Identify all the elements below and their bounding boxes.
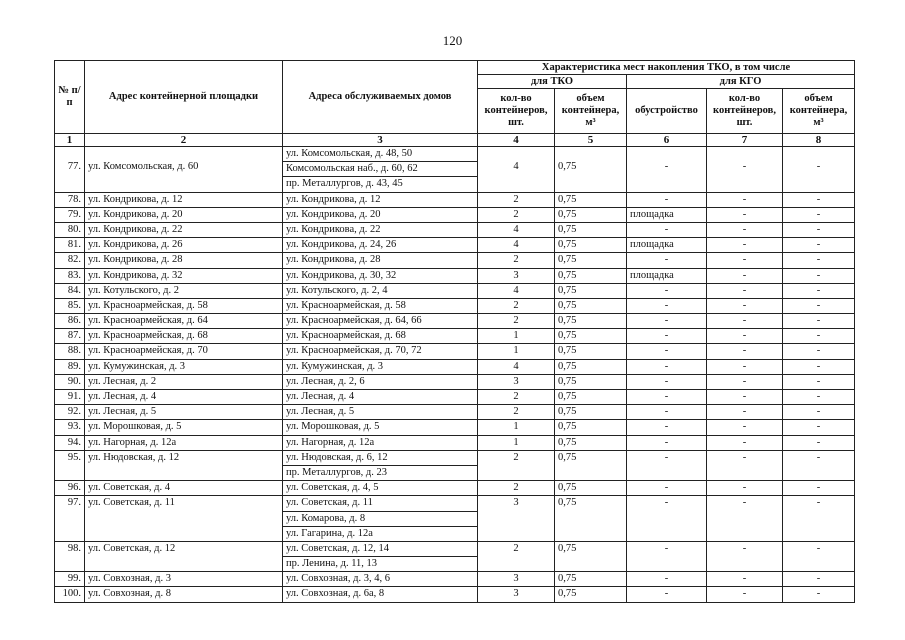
served-houses <box>283 420 478 435</box>
kgo-count: - <box>707 359 783 374</box>
row-number: 89. <box>55 359 85 374</box>
tko-volume: 0,75 <box>555 192 627 207</box>
kgo-count: - <box>707 268 783 283</box>
tko-count: 3 <box>478 587 555 602</box>
house-address: ул. Советская, д. 4, 5 <box>286 482 379 494</box>
kgo-count: - <box>707 192 783 207</box>
table-row <box>55 359 855 374</box>
tko-count: 2 <box>478 390 555 405</box>
tko-volume: 0,75 <box>555 314 627 329</box>
container-sites-table <box>54 60 855 603</box>
kgo-volume: - <box>783 253 855 268</box>
tko-count: 2 <box>478 405 555 420</box>
tko-count: 1 <box>478 329 555 344</box>
kgo-count: - <box>707 298 783 313</box>
table-header <box>55 61 855 147</box>
house-address: ул. Советская, д. 12, 14 <box>283 542 477 557</box>
kgo-equipment: - <box>627 496 707 542</box>
tko-count: 3 <box>478 496 555 542</box>
header-kgo-equipment: обустройство <box>627 89 707 134</box>
row-number: 90. <box>55 374 85 389</box>
served-houses <box>283 268 478 283</box>
column-number: 6 <box>627 134 707 147</box>
tko-count: 2 <box>478 450 555 480</box>
kgo-count: - <box>707 329 783 344</box>
site-address: ул. Советская, д. 12 <box>85 541 283 571</box>
row-number: 82. <box>55 253 85 268</box>
site-address: ул. Красноармейская, д. 70 <box>85 344 283 359</box>
house-address: ул. Котульского, д. 2, 4 <box>286 284 388 296</box>
kgo-equipment: - <box>627 587 707 602</box>
house-address: ул. Красноармейская, д. 64, 66 <box>286 315 422 327</box>
table-row <box>55 374 855 389</box>
column-number: 5 <box>555 134 627 147</box>
table-row <box>55 238 855 253</box>
house-address: ул. Лесная, д. 5 <box>286 406 355 418</box>
header-kgo-count: кол-во контейнеров, шт. <box>707 89 783 134</box>
kgo-equipment: - <box>627 481 707 496</box>
kgo-count: - <box>707 207 783 222</box>
kgo-count: - <box>707 344 783 359</box>
site-address: ул. Лесная, д. 5 <box>85 405 283 420</box>
header-kgo-volume: объем контейнера, м³ <box>783 89 855 134</box>
house-address: ул. Кондрикова, д. 30, 32 <box>286 269 397 281</box>
served-houses <box>283 450 478 480</box>
kgo-volume: - <box>783 405 855 420</box>
kgo-count: - <box>707 390 783 405</box>
served-houses <box>283 374 478 389</box>
site-address: ул. Комсомольская, д. 60 <box>85 147 283 193</box>
header-kgo: для КГО <box>627 75 855 89</box>
kgo-count: - <box>707 496 783 542</box>
house-address: ул. Гагарина, д. 12а <box>286 527 373 539</box>
site-address: ул. Красноармейская, д. 68 <box>85 329 283 344</box>
tko-volume: 0,75 <box>555 435 627 450</box>
kgo-equipment: площадка <box>627 268 707 283</box>
row-number: 79. <box>55 207 85 222</box>
row-number: 86. <box>55 314 85 329</box>
kgo-count: - <box>707 405 783 420</box>
tko-volume: 0,75 <box>555 481 627 496</box>
house-address: ул. Нагорная, д. 12а <box>286 436 375 448</box>
kgo-equipment: - <box>627 541 707 571</box>
tko-count: 2 <box>478 541 555 571</box>
site-address: ул. Совхозная, д. 3 <box>85 572 283 587</box>
site-address: ул. Советская, д. 4 <box>85 481 283 496</box>
kgo-count: - <box>707 283 783 298</box>
table-row <box>55 268 855 283</box>
kgo-volume: - <box>783 450 855 480</box>
house-address: ул. Совхозная, д. 3, 4, 6 <box>286 573 390 585</box>
kgo-volume: - <box>783 481 855 496</box>
row-number: 97. <box>55 496 85 542</box>
served-houses <box>283 329 478 344</box>
tko-volume: 0,75 <box>555 283 627 298</box>
house-address: ул. Кондрикова, д. 22 <box>286 223 381 235</box>
site-address: ул. Совхозная, д. 8 <box>85 587 283 602</box>
tko-volume: 0,75 <box>555 359 627 374</box>
tko-volume: 0,75 <box>555 420 627 435</box>
row-number: 88. <box>55 344 85 359</box>
row-number: 87. <box>55 329 85 344</box>
header-num: № п/п <box>55 61 85 134</box>
kgo-equipment: - <box>627 374 707 389</box>
tko-count: 4 <box>478 222 555 237</box>
tko-count: 1 <box>478 435 555 450</box>
column-number: 8 <box>783 134 855 147</box>
tko-count: 4 <box>478 238 555 253</box>
kgo-equipment: - <box>627 435 707 450</box>
tko-volume: 0,75 <box>555 344 627 359</box>
site-address: ул. Красноармейская, д. 58 <box>85 298 283 313</box>
site-address: ул. Кумужинская, д. 3 <box>85 359 283 374</box>
kgo-volume: - <box>783 283 855 298</box>
row-number: 99. <box>55 572 85 587</box>
served-houses <box>283 298 478 313</box>
column-number: 2 <box>85 134 283 147</box>
served-houses <box>283 222 478 237</box>
tko-volume: 0,75 <box>555 405 627 420</box>
kgo-equipment: - <box>627 253 707 268</box>
served-houses <box>283 359 478 374</box>
house-address: ул. Лесная, д. 2, 6 <box>286 375 365 387</box>
table-row <box>55 344 855 359</box>
table-row <box>55 329 855 344</box>
kgo-count: - <box>707 587 783 602</box>
kgo-volume: - <box>783 147 855 193</box>
row-number: 84. <box>55 283 85 298</box>
kgo-volume: - <box>783 541 855 571</box>
house-address: ул. Кондрикова, д. 24, 26 <box>286 239 397 251</box>
table-row <box>55 147 855 193</box>
table-row <box>55 222 855 237</box>
tko-count: 2 <box>478 314 555 329</box>
house-address: ул. Кондрикова, д. 28 <box>286 254 381 266</box>
kgo-equipment: - <box>627 147 707 193</box>
row-number: 93. <box>55 420 85 435</box>
kgo-volume: - <box>783 435 855 450</box>
table-row <box>55 390 855 405</box>
house-address: пр. Ленина, д. 11, 13 <box>286 558 378 570</box>
row-number: 98. <box>55 541 85 571</box>
kgo-volume: - <box>783 298 855 313</box>
site-address: ул. Лесная, д. 4 <box>85 390 283 405</box>
tko-count: 2 <box>478 192 555 207</box>
site-address: ул. Нюдовская, д. 12 <box>85 450 283 480</box>
row-number: 78. <box>55 192 85 207</box>
column-number: 1 <box>55 134 85 147</box>
house-address: пр. Металлургов, д. 23 <box>286 466 388 478</box>
served-houses <box>283 541 478 571</box>
tko-count: 2 <box>478 207 555 222</box>
served-houses <box>283 435 478 450</box>
served-houses <box>283 496 478 542</box>
kgo-volume: - <box>783 207 855 222</box>
row-number: 91. <box>55 390 85 405</box>
row-number: 83. <box>55 268 85 283</box>
site-address: ул. Кондрикова, д. 12 <box>85 192 283 207</box>
house-address: ул. Кондрикова, д. 20 <box>286 208 381 220</box>
table-row <box>55 541 855 571</box>
tko-count: 2 <box>478 481 555 496</box>
served-houses <box>283 207 478 222</box>
house-address: ул. Кондрикова, д. 12 <box>286 193 381 205</box>
tko-volume: 0,75 <box>555 374 627 389</box>
tko-volume: 0,75 <box>555 390 627 405</box>
tko-count: 1 <box>478 344 555 359</box>
table-row <box>55 572 855 587</box>
site-address: ул. Красноармейская, д. 64 <box>85 314 283 329</box>
kgo-equipment: - <box>627 572 707 587</box>
row-number: 94. <box>55 435 85 450</box>
served-houses <box>283 587 478 602</box>
house-address: ул. Комарова, д. 8 <box>283 512 477 527</box>
tko-count: 4 <box>478 359 555 374</box>
row-number: 96. <box>55 481 85 496</box>
kgo-count: - <box>707 314 783 329</box>
kgo-count: - <box>707 435 783 450</box>
table-row <box>55 314 855 329</box>
kgo-equipment: - <box>627 344 707 359</box>
table-row <box>55 405 855 420</box>
row-number: 81. <box>55 238 85 253</box>
kgo-count: - <box>707 374 783 389</box>
site-address: ул. Кондрикова, д. 26 <box>85 238 283 253</box>
tko-count: 4 <box>478 147 555 193</box>
table-row <box>55 253 855 268</box>
kgo-volume: - <box>783 268 855 283</box>
kgo-equipment: - <box>627 314 707 329</box>
table-row <box>55 283 855 298</box>
table-row <box>55 587 855 602</box>
kgo-count: - <box>707 147 783 193</box>
tko-volume: 0,75 <box>555 253 627 268</box>
table-row <box>55 298 855 313</box>
tko-count: 3 <box>478 572 555 587</box>
served-houses <box>283 283 478 298</box>
column-number: 4 <box>478 134 555 147</box>
served-houses <box>283 405 478 420</box>
kgo-volume: - <box>783 222 855 237</box>
site-address: ул. Морошковая, д. 5 <box>85 420 283 435</box>
served-houses <box>283 192 478 207</box>
header-tko-count: кол-во контейнеров, шт. <box>478 89 555 134</box>
kgo-count: - <box>707 420 783 435</box>
kgo-equipment: площадка <box>627 238 707 253</box>
tko-volume: 0,75 <box>555 541 627 571</box>
table-row <box>55 450 855 480</box>
header-characteristics: Характеристика мест накопления ТКО, в том числе <box>478 61 855 75</box>
house-address: ул. Нюдовская, д. 6, 12 <box>283 451 477 466</box>
kgo-equipment: - <box>627 450 707 480</box>
kgo-count: - <box>707 572 783 587</box>
row-number: 92. <box>55 405 85 420</box>
house-address: ул. Лесная, д. 4 <box>286 391 355 402</box>
house-address: Комсомольская наб., д. 60, 62 <box>283 162 477 177</box>
house-address: ул. Красноармейская, д. 58 <box>286 299 406 311</box>
tko-volume: 0,75 <box>555 329 627 344</box>
kgo-volume: - <box>783 587 855 602</box>
table-row <box>55 420 855 435</box>
tko-volume: 0,75 <box>555 298 627 313</box>
tko-volume: 0,75 <box>555 496 627 542</box>
column-number: 7 <box>707 134 783 147</box>
kgo-count: - <box>707 541 783 571</box>
served-houses <box>283 572 478 587</box>
kgo-volume: - <box>783 344 855 359</box>
house-address: ул. Комсомольская, д. 48, 50 <box>283 147 477 162</box>
site-address: ул. Кондрикова, д. 22 <box>85 222 283 237</box>
kgo-volume: - <box>783 420 855 435</box>
tko-volume: 0,75 <box>555 147 627 193</box>
header-tko-volume: объем контейнера, м³ <box>555 89 627 134</box>
site-address: ул. Советская, д. 11 <box>85 496 283 542</box>
kgo-equipment: - <box>627 329 707 344</box>
tko-volume: 0,75 <box>555 207 627 222</box>
site-address: ул. Нагорная, д. 12а <box>85 435 283 450</box>
row-number: 77. <box>55 147 85 193</box>
served-houses <box>283 314 478 329</box>
row-number: 100. <box>55 587 85 602</box>
served-houses <box>283 238 478 253</box>
kgo-equipment: - <box>627 222 707 237</box>
kgo-count: - <box>707 238 783 253</box>
tko-volume: 0,75 <box>555 238 627 253</box>
kgo-equipment: - <box>627 359 707 374</box>
house-address: ул. Советская, д. 11 <box>283 496 477 511</box>
house-address: ул. Морошковая, д. 5 <box>286 421 380 433</box>
kgo-equipment: - <box>627 298 707 313</box>
kgo-equipment: - <box>627 420 707 435</box>
tko-count: 4 <box>478 283 555 298</box>
kgo-volume: - <box>783 329 855 344</box>
kgo-count: - <box>707 253 783 268</box>
served-houses <box>283 253 478 268</box>
tko-volume: 0,75 <box>555 572 627 587</box>
tko-volume: 0,75 <box>555 222 627 237</box>
table-body <box>55 147 855 603</box>
site-address: ул. Кондрикова, д. 20 <box>85 207 283 222</box>
table-row <box>55 435 855 450</box>
tko-count: 3 <box>478 268 555 283</box>
house-address: ул. Красноармейская, д. 68 <box>286 330 406 342</box>
site-address: ул. Кондрикова, д. 32 <box>85 268 283 283</box>
kgo-count: - <box>707 450 783 480</box>
kgo-count: - <box>707 222 783 237</box>
tko-count: 3 <box>478 374 555 389</box>
table-row <box>55 207 855 222</box>
tko-count: 2 <box>478 298 555 313</box>
kgo-volume: - <box>783 359 855 374</box>
table-row <box>55 496 855 542</box>
kgo-equipment: - <box>627 390 707 405</box>
header-houses: Адреса обслуживаемых домов <box>283 61 478 134</box>
kgo-equipment: - <box>627 283 707 298</box>
served-houses <box>283 390 478 405</box>
table-row <box>55 192 855 207</box>
served-houses <box>283 344 478 359</box>
header-tko: для ТКО <box>478 75 627 89</box>
kgo-equipment: - <box>627 192 707 207</box>
header-site-address: Адрес контейнерной площадки <box>85 61 283 134</box>
column-numbers-row <box>55 134 855 147</box>
kgo-equipment: - <box>627 405 707 420</box>
house-address: ул. Совхозная, д. 6а, 8 <box>286 588 385 600</box>
row-number: 95. <box>55 450 85 480</box>
house-address: ул. Кумужинская, д. 3 <box>286 360 384 372</box>
tko-volume: 0,75 <box>555 268 627 283</box>
kgo-volume: - <box>783 192 855 207</box>
site-address: ул. Кондрикова, д. 28 <box>85 253 283 268</box>
house-address: пр. Металлургов, д. 43, 45 <box>286 178 403 190</box>
kgo-volume: - <box>783 496 855 542</box>
site-address: ул. Лесная, д. 2 <box>85 374 283 389</box>
table-row <box>55 481 855 496</box>
page-number: 120 <box>442 33 463 48</box>
tko-count: 1 <box>478 420 555 435</box>
kgo-volume: - <box>783 572 855 587</box>
kgo-count: - <box>707 481 783 496</box>
column-number: 3 <box>283 134 478 147</box>
tko-count: 2 <box>478 253 555 268</box>
site-address: ул. Котульского, д. 2 <box>85 283 283 298</box>
kgo-volume: - <box>783 390 855 405</box>
served-houses <box>283 481 478 496</box>
tko-volume: 0,75 <box>555 587 627 602</box>
served-houses <box>283 147 478 193</box>
kgo-volume: - <box>783 374 855 389</box>
tko-volume: 0,75 <box>555 450 627 480</box>
kgo-volume: - <box>783 314 855 329</box>
kgo-volume: - <box>783 238 855 253</box>
row-number: 85. <box>55 298 85 313</box>
kgo-equipment: площадка <box>627 207 707 222</box>
row-number: 80. <box>55 222 85 237</box>
house-address: ул. Красноармейская, д. 70, 72 <box>286 345 422 357</box>
